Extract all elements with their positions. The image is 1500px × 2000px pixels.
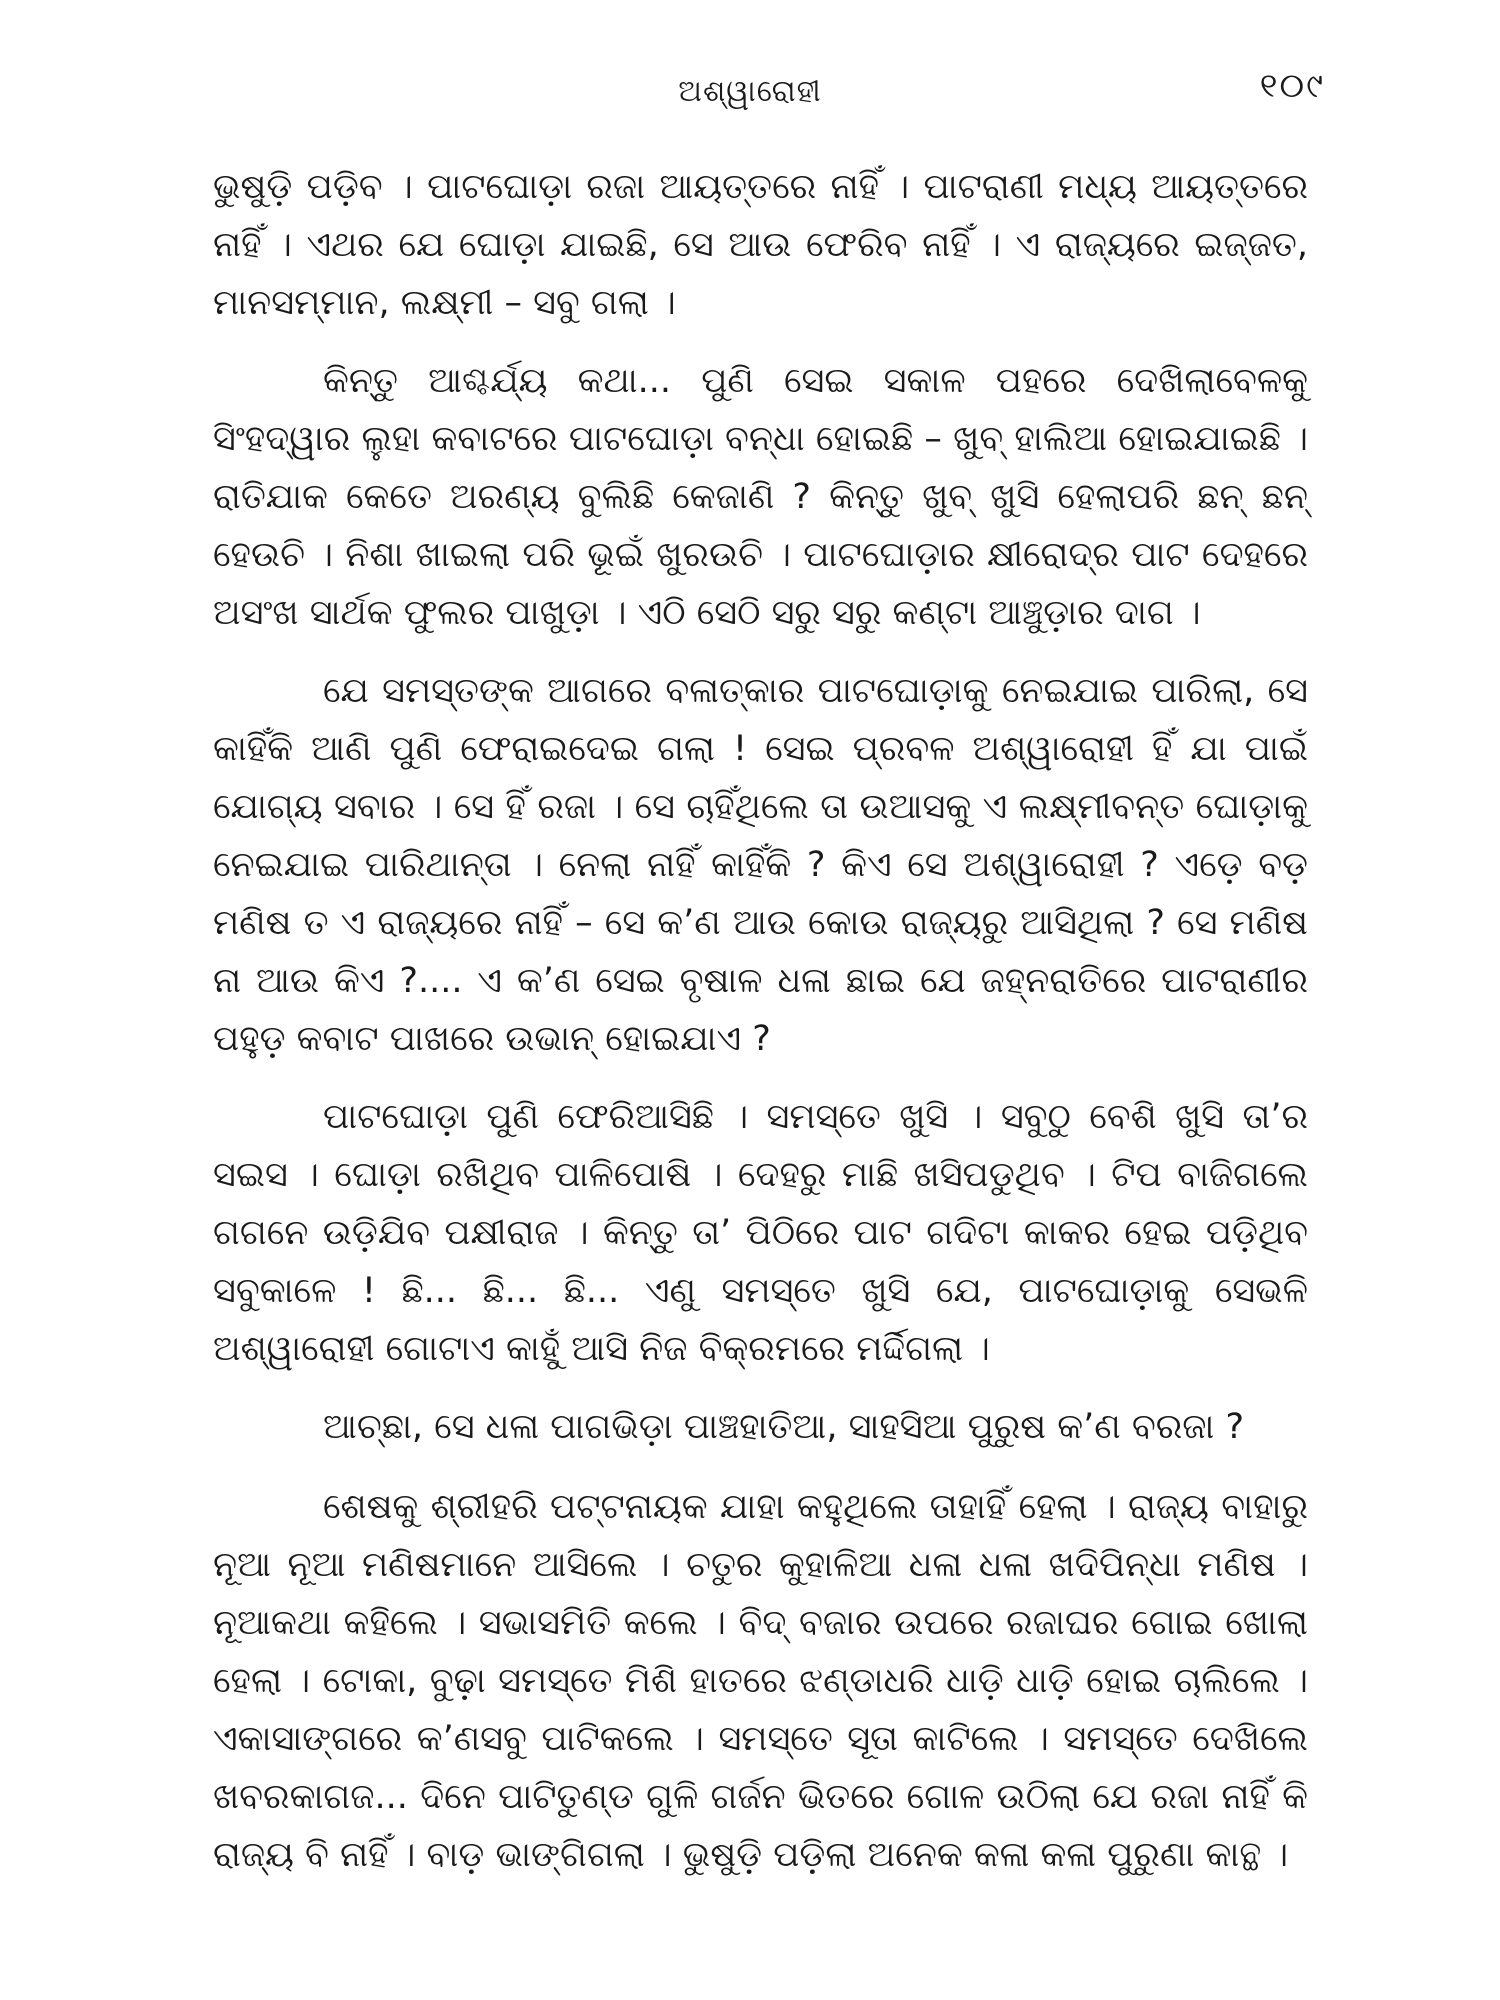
paragraph-4: ପାଟଘୋଡ଼ା ପୁଣି ଫେରିଆସିଛି । ସମସ୍ତେ ଖୁସି । ସବୁଠୁ ବେଶି ଖୁସି ତା’ର ସଇସ । ଘୋଡ଼ା ରଖିଥିବ ପାଳିପୋଷି । ଦେହରୁ ମାଛି ଖସିପଡୁଥିବ । ଟିପ ବାଜିଗଲେ ଗଗନେ ଉଡ଼ିଯିବ ପକ୍ଷୀରାଜ । କିନ୍ତୁ ତା’ ପିଠିରେ ପାଟ ଗଦିଟା କାକର ହେଇ ପଡ଼ିଥିବ ସବୁକାଳେ ! ଛି... ଛି... ଛି... ଏଣୁ ସମସ୍ତେ ଖୁସି ଯେ, ପାଟଘୋଡ଼ାକୁ ସେଭଳି ଅଶ୍ୱାରୋହୀ ଗୋଟାଏ କାହୁଁ ଆସି ନିଜ ବିକ୍ରମରେ ମର୍ଦ୍ଦିଗଲା ।: [213, 1097, 1308, 1369]
body-text: [213, 158, 1308, 1904]
paragraph-3: ଯେ ସମସ୍ତଙ୍କ ଆଗରେ ବଳାତ୍କାର ପାଟଘୋଡ଼ାକୁ ନେଇଯାଇ ପାରିଲା, ସେ କାହିଁକି ଆଣି ପୁଣି ଫେରାଇଦେଇ ଗଲା ! ସେଇ ପ୍ରବଳ ଅଶ୍ୱାରୋହୀ ହିଁ ଯା ପାଇଁ ଯୋଗ୍ୟ ସବାର । ସେ ହିଁ ରଜା । ସେ ଚାହିଁଥିଲେ ତା ଉଆସକୁ ଏ ଲକ୍ଷ୍ମୀବନ୍ତ ଘୋଡ଼ାକୁ ନେଇଯାଇ ପାରିଥାନ୍ତା । ନେଲା ନାହିଁ କାହିଁକି ? କିଏ ସେ ଅଶ୍ୱାରୋହୀ ? ଏଡ଼େ ବଡ଼ ମଣିଷ ତ ଏ ରାଜ୍ୟରେ ନାହିଁ – ସେ କ’ଣ ଆଉ କୋଉ ରାଜ୍ୟରୁ ଆସିଥିଲା ? ସେ ମଣିଷ ନା ଆଉ କିଏ ?.... ଏ କ’ଣ ସେଇ ବୃଷାଳ ଧଳା ଛାଇ ଯେ ଜହ୍ନରାତିରେ ପାଟରାଣୀର ପହୁଡ଼ କବାଟ ପାଖରେ ଉଭାନ୍ ହୋଇଯାଏ ?: [213, 671, 1308, 1059]
paragraph-5: ଆଚ୍ଛା, ସେ ଧଳା ପାଗଭିଡ଼ା ପାଞ୍ଚହାତିଆ, ସାହସିଆ ପୁରୁଷ କ’ଣ ବରଜା ?: [323, 1407, 1245, 1447]
running-title: ଅଶ୍ୱାରୋହୀ: [678, 74, 822, 109]
page-number: ୧୦୯: [1259, 66, 1325, 106]
paragraph-1: ଭୁଷୁଡ଼ି ପଡ଼ିବ । ପାଟଘୋଡ଼ା ରଜା ଆୟତ୍ତରେ ନାହିଁ । ପାଟରାଣୀ ମଧ୍ୟ ଆୟତ୍ତରେ ନାହିଁ । ଏଥର ଯେ ଘୋଡ଼ା ଯାଇଛି, ସେ ଆଉ ଫେରିବ ନାହିଁ । ଏ ରାଜ୍ୟରେ ଇଜ୍ଜତ, ମାନସମ୍ମାନ, ଲକ୍ଷ୍ମୀ – ସବୁ ଗଲା ।: [213, 167, 1308, 323]
paragraph-2: କିନ୍ତୁ ଆଶ୍ଚର୍ଯ୍ୟ କଥା... ପୁଣି ସେଇ ସକାଳ ପହରେ ଦେଖିଲାବେଳକୁ ସିଂହଦ୍ୱାର ଲୁହା କବାଟରେ ପାଟଘୋଡ଼ା ବନ୍ଧା ହୋଇଛି – ଖୁବ୍ ହାଲିଆ ହୋଇଯାଇଛି । ରାତିଯାକ କେତେ ଅରଣ୍ୟ ବୁଲିଛି କେଜାଣି ? କିନ୍ତୁ ଖୁବ୍ ଖୁସି ହେଲାପରି ଛନ୍ ଛନ୍ ହେଉଚି । ନିଶା ଖାଇଲା ପରି ଭୂଇଁ ଖୁରଉଚି । ପାଟଘୋଡ଼ାର କ୍ଷୀରୋଦ୍ର ପାଟ ଦେହରେ ଅସଂଖ ସାର୍ଥକ ଫୁଲର ପାଖୁଡ଼ା । ଏଠି ସେଠି ସରୁ ସରୁ କଣ୍ଟା ଆଞ୍ଚୁଡ଼ାର ଦାଗ ।: [213, 361, 1308, 633]
paragraph-6: ଶେଷକୁ ଶ୍ରୀହରି ପଟ୍ଟନାୟକ ଯାହା କହୁଥିଲେ ତାହାହିଁ ହେଲା । ରାଜ୍ୟ ବାହାରୁ ନୂଆ ନୂଆ ମଣିଷମାନେ ଆସିଲେ । ଚତୁର କୁହାଳିଆ ଧଳା ଧଳା ଖଦିପିନ୍ଧା ମଣିଷ । ନୂଆକଥା କହିଲେ । ସଭାସମିତି କଲେ । ବିଦ୍ ବଜାର ଉପରେ ରଜାଘର ଗୋଇ ଖୋଲା ହେଲା । ଟୋକା, ବୁଢ଼ା ସମସ୍ତେ ମିଶି ହାତରେ ଝଣ୍ଡାଧରି ଧାଡ଼ି ଧାଡ଼ି ହୋଇ ଚାଲିଲେ । ଏକାସାଙ୍ଗରେ କ’ଣସବୁ ପାଟିକଲେ । ସମସ୍ତେ ସୂତା କାଟିଲେ । ସମସ୍ତେ ଦେଖିଲେ ଖବରକାଗଜ... ଦିନେ ପାଟିତୁଣ୍ଡ ଗୁଳି ଗର୍ଜନ ଭିତରେ ଗୋଳ ଉଠିଲା ଯେ ରଜା ନାହିଁ କି ରାଜ୍ୟ ବି ନାହିଁ । ବାଡ଼ ଭାଙ୍ଗିଗଲା । ଭୁଷୁଡ଼ି ପଡ଼ିଲା ଅନେକ କଳା କଳା ପୁରୁଣା କାନ୍ଥ ।: [213, 1487, 1308, 1875]
